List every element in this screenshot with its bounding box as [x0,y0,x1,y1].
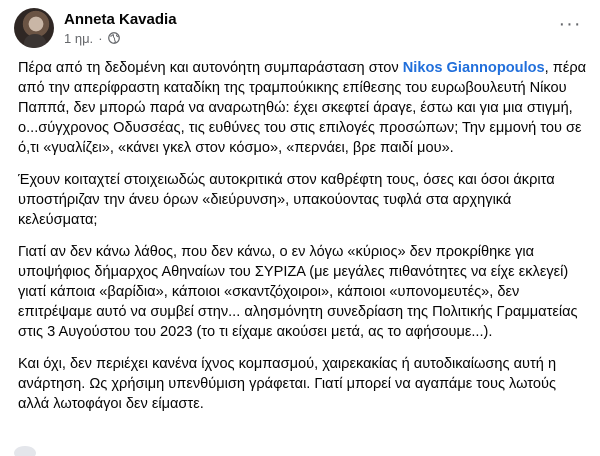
more-options-icon[interactable]: ··· [558,12,582,35]
post-subline [64,30,177,47]
post-meta [64,10,177,47]
paragraph-1-after: , πέρα από την απερίφραστη καταδίκη της τραμπούκικης επίθεσης του ευρωβουλευτή Νίκου Παππά, δεν μπορώ παρά να αναρωτηθώ: έχει σκεφτεί άραγε, έστω και για μια στιγμή, ο...σύγχρονος Οδυσσέας, τις ευθύνες του στις επιλογές προσώπων; Την εμμονή του σε ό,τι «γυαλίζει», «κάνει γκελ στον κόσμο», «περνάει, βρε παιδί μου». [18,60,587,156]
post-paragraph-1 [18,58,588,158]
post-paragraph-3: Γιατί αν δεν κάνω λάθος, που δεν κάνω, ο εν λόγω «κύριος» δεν προκρίθηκε για υποψήφιος δήμαρχος Αθηναίων του ΣΥΡΙΖΑ (με μεγάλες πιθανότητες να είχε εκλεγεί) γιατί κάποια «βαρίδια», κάποιοι «σκαντζόχοιροι», κάποιοι «υπονομευτές», δεν επιτρέψαμε αυτό να συμβεί στην... αλησμόνητη συνεδρίαση της Πολιτικής Γραμματείας στις 3 Αυγούστου του 2023 (το τι είχαμε ακούσει μετά, ας το αφήσουμε...). [18,244,578,340]
meta-separator: · [98,30,103,46]
post-header [14,8,177,48]
mention-link[interactable]: Nikos Giannopoulos [402,60,545,76]
post-timestamp[interactable]: 1 ημ. [64,30,94,46]
globe-icon [108,32,120,44]
post-body [18,58,588,426]
post-paragraph-4: Και όχι, δεν περιέχει κανένα ίχνος κομπασμού, χαιρεκακίας ή αυτοδικαίωσης αυτή η ανάρτηση. Ως χρήσιμη υπενθύμιση γράφεται. Γιατί μπορεί να αγαπάμε τους λωτούς αλλά λωτοφάγοι δεν είμαστε. [18,356,557,412]
author-avatar[interactable] [14,8,54,48]
author-name[interactable]: Anneta Kavadia [64,10,177,28]
reaction-icon[interactable] [14,446,36,456]
paragraph-1-before: Πέρα από τη δεδομένη και αυτονόητη συμπαράσταση στον [18,60,403,76]
post-paragraph-2: Έχουν κοιταχτεί στοιχειωδώς αυτοκριτικά στον καθρέφτη τους, όσες και όσοι άκριτα υποστήριζαν την άνευ όρων «διεύρυνση», υπακούοντας τυφλά στα αρχηγικά κελεύσματα; [18,172,555,228]
